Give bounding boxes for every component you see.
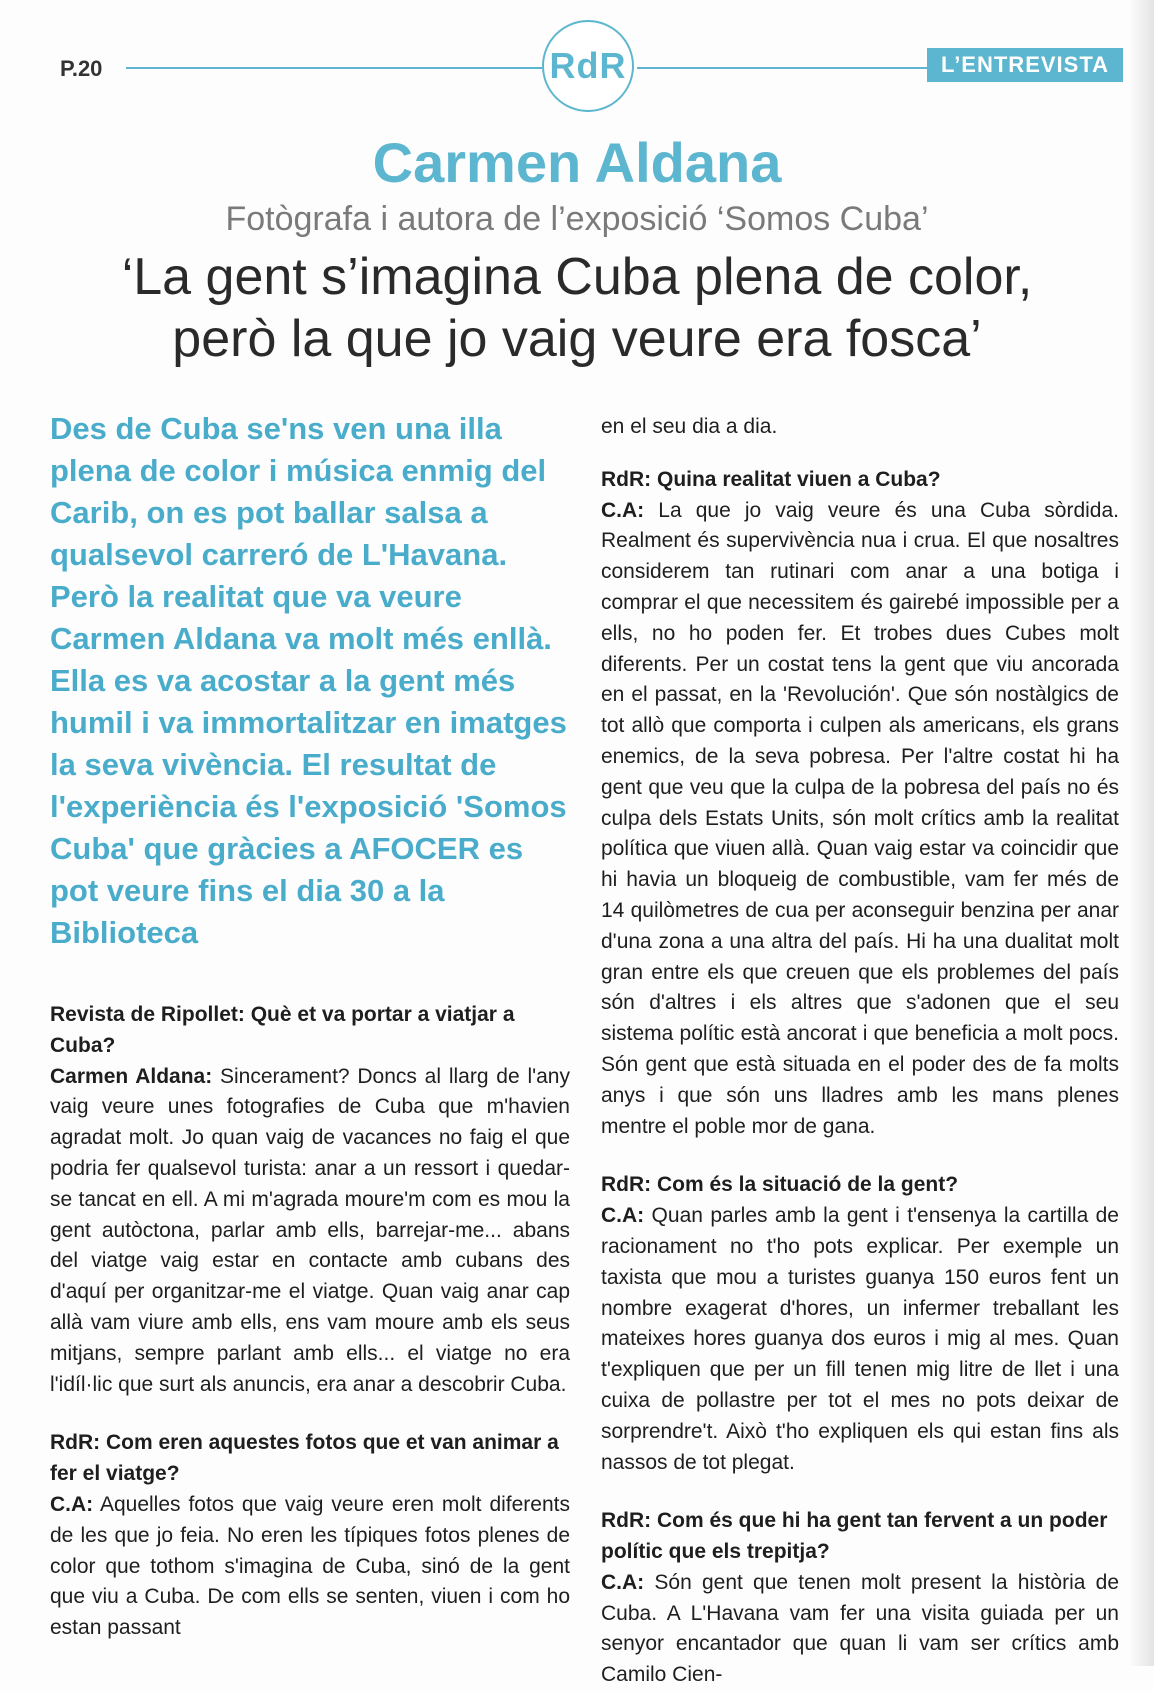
answer-2: [50, 1490, 570, 1644]
answer-5-text: Són gent que tenen molt present la història de Cuba. A L'Havana vam fer una visita guiada per un senyor encantador que quan li vam ser crítics amb Camilo Cien-: [601, 1570, 1119, 1687]
answer-1-speaker: Carmen Aldana:: [50, 1064, 213, 1088]
answer-3: [601, 496, 1119, 1143]
answer-1: [50, 1062, 570, 1401]
answer-5-speaker: C.A:: [601, 1570, 645, 1594]
question-3: RdR: Quina realitat viuen a Cuba?: [601, 467, 941, 491]
header-rule-right: [637, 67, 927, 69]
headline-block: [0, 128, 1154, 370]
rdr-logo: RdR: [542, 20, 634, 112]
answer-3-text: La que jo vaig veure és una Cuba sòrdida. Realment és supervivència nua i crua. El que nosaltres considerem tan rutinari com anar a una botiga i comprar el que necessitem és gairebé impossible per a ells, no ho poden fer. Et trobes dues Cubes molt diferents. Per un costat tens la gent que viu ancorada en el passat, en la 'Revolución'. Que són nostàlgics de tot allò que comporta i culpen als americans, els grans enemics, de la seva pobresa. Per l'altre costat hi ha gent que veu que la culpa de la pobresa del país no és culpa dels Estats Units, són molt crítics amb la realitat política que viuen allà. Quan vaig estar va coincidir que hi havia un bloqueig de combustible, vam fer més de 14 quilòmetres de cua per aconseguir benzina per anar d'una zona a una altra del país. Hi ha una dualitat molt gran entre els que creuen que els problemes del país són d'altres i els altres que s'adonen que el seu sistema polític està ancorat i que beneficia a molt pocs. Són gent que està situada en el poder des de fa molts anys i que són uns lladres amb les mans plenes mentre el poble mor de gana.: [601, 498, 1119, 1138]
answer-2-continued: en el seu dia a dia.: [601, 415, 778, 438]
headline-quote: [0, 246, 1154, 370]
question-4: RdR: Com és la situació de la gent?: [601, 1173, 959, 1197]
answer-4: [601, 1201, 1119, 1478]
answer-2-speaker: C.A:: [50, 1492, 94, 1516]
interviewee-subtitle: Fotògrafa i autora de l’exposició ‘Somos Cuba’: [225, 200, 929, 238]
question-1: Revista de Ripollet: Què et va portar a viatjar a Cuba?: [50, 1003, 515, 1057]
page-number: P.20: [60, 56, 103, 81]
answer-3-speaker: C.A:: [601, 498, 645, 522]
answer-1-text: Sincerament? Doncs al llarg de l'any vaig veure unes fotografies de Cuba que m'havien agradat molt. Jo quan vaig de vacances no faig el que podria fer qualsevol turista: anar a un ressort i quedar-se tancat en ell. A mi m'agrada moure'm com es mou la gent autòctona, parlar amb ells, barrejar-me... abans del viatge vaig estar en contacte amb cubans des d'aquí per organitzar-me el viatge. Quan vaig anar cap allà vam viure amb ells, ens vam moure amb els seus mitjans, sempre parlant amb ells... el viatge no era l'idíl·lic que surt als anuncis, era anar a descobrir Cuba.: [50, 1064, 570, 1396]
answer-4-speaker: C.A:: [601, 1204, 645, 1228]
article-column-left: [50, 408, 570, 1644]
section-tag: L’ENTREVISTA: [927, 48, 1123, 82]
answer-5: [601, 1568, 1119, 1691]
article-column-right: [601, 412, 1119, 1691]
lead-paragraph: Des de Cuba se'ns ven una illa plena de color i música enmig del Carib, on es pot ballar salsa a qualsevol carreró de L'Havana. Però la realitat que va veure Carmen Aldana va molt més enllà. Ella es va acostar a la gent més humil i va immortalitzar en imatges la seva vivència. El resultat de l'experiència és l'exposició 'Somos Cuba' que gràcies a AFOCER es pot veure fins el dia 30 a la Biblioteca: [50, 411, 567, 950]
question-2: RdR: Com eren aquestes fotos que et van animar a fer el viatge?: [50, 1431, 559, 1486]
page-header: [0, 0, 1154, 130]
headline-quote-line-1: ‘La gent s’imagina Cuba plena de color,: [121, 248, 1033, 306]
answer-2-text: Aquelles fotos que vaig veure eren molt diferents de les que jo feia. No eren les típiques fotos plenes de color que tothom s'imagina de Cuba, sinó de la gent que viu a Cuba. De com ells se senten, viuen i com ho estan passant: [50, 1492, 570, 1640]
header-rule-left: [126, 67, 542, 69]
answer-4-text: Quan parles amb la gent i t'ensenya la cartilla de racionament no t'ho pots explicar. Per exemple un taxista que mou a turistes guanya 150 euros fent un nombre exagerat d'hores, un infermer treballant les mateixes hores guanya dos euros i mig al mes. Quan t'expliquen que per un fill tenen mig litre de llet i una cuixa de pollastre per tot el mes no pots deixar de sorprendre't. Això t'ho expliquen els qui estan fins als nassos de tot plegat.: [601, 1204, 1119, 1474]
headline-quote-line-2: però la que jo vaig veure era fosca’: [172, 310, 982, 368]
interviewee-name: Carmen Aldana: [372, 131, 782, 194]
question-5: RdR: Com és que hi ha gent tan fervent a un poder polític que els trepitja?: [601, 1509, 1108, 1564]
